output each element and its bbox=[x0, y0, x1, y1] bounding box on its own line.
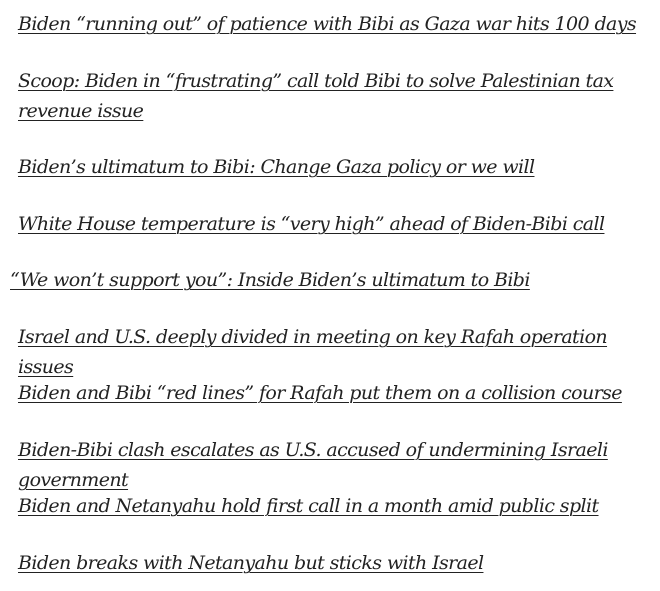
headline-link[interactable]: White House temperature is “very high” ahead of Biden-Bibi call bbox=[18, 213, 605, 235]
headline-link[interactable]: Biden-Bibi clash escalates as U.S. accused of undermining Israeli government bbox=[18, 439, 608, 491]
list-item bbox=[18, 491, 648, 521]
headline-link[interactable]: Israel and U.S. deeply divided in meeting on key Rafah operation issues bbox=[18, 326, 608, 378]
headline-link[interactable]: Biden and Netanyahu hold first call in a month amid public split bbox=[18, 495, 599, 517]
headline-link[interactable]: Biden “running out” of patience with Bibi as Gaza war hits 100 days bbox=[18, 13, 637, 35]
headline-link[interactable]: Biden’s ultimatum to Bibi: Change Gaza policy or we will bbox=[18, 156, 535, 178]
list-item bbox=[18, 9, 648, 39]
list-item bbox=[18, 152, 648, 182]
list-item bbox=[18, 548, 648, 578]
list-item bbox=[18, 322, 648, 382]
headline-link[interactable]: Scoop: Biden in “frustrating” call told Bibi to solve Palestinian tax revenue issue bbox=[18, 70, 614, 122]
list-item bbox=[18, 66, 648, 126]
list-item bbox=[10, 265, 640, 295]
list-item bbox=[18, 209, 648, 239]
list-item bbox=[18, 435, 648, 495]
headline-link[interactable]: Biden breaks with Netanyahu but sticks with Israel bbox=[18, 552, 484, 574]
headline-link[interactable]: “We won’t support you”: Inside Biden’s ultimatum to Bibi bbox=[10, 269, 530, 291]
headline-link[interactable]: Biden and Bibi “red lines” for Rafah put them on a collision course bbox=[18, 382, 622, 404]
list-item bbox=[18, 378, 648, 408]
